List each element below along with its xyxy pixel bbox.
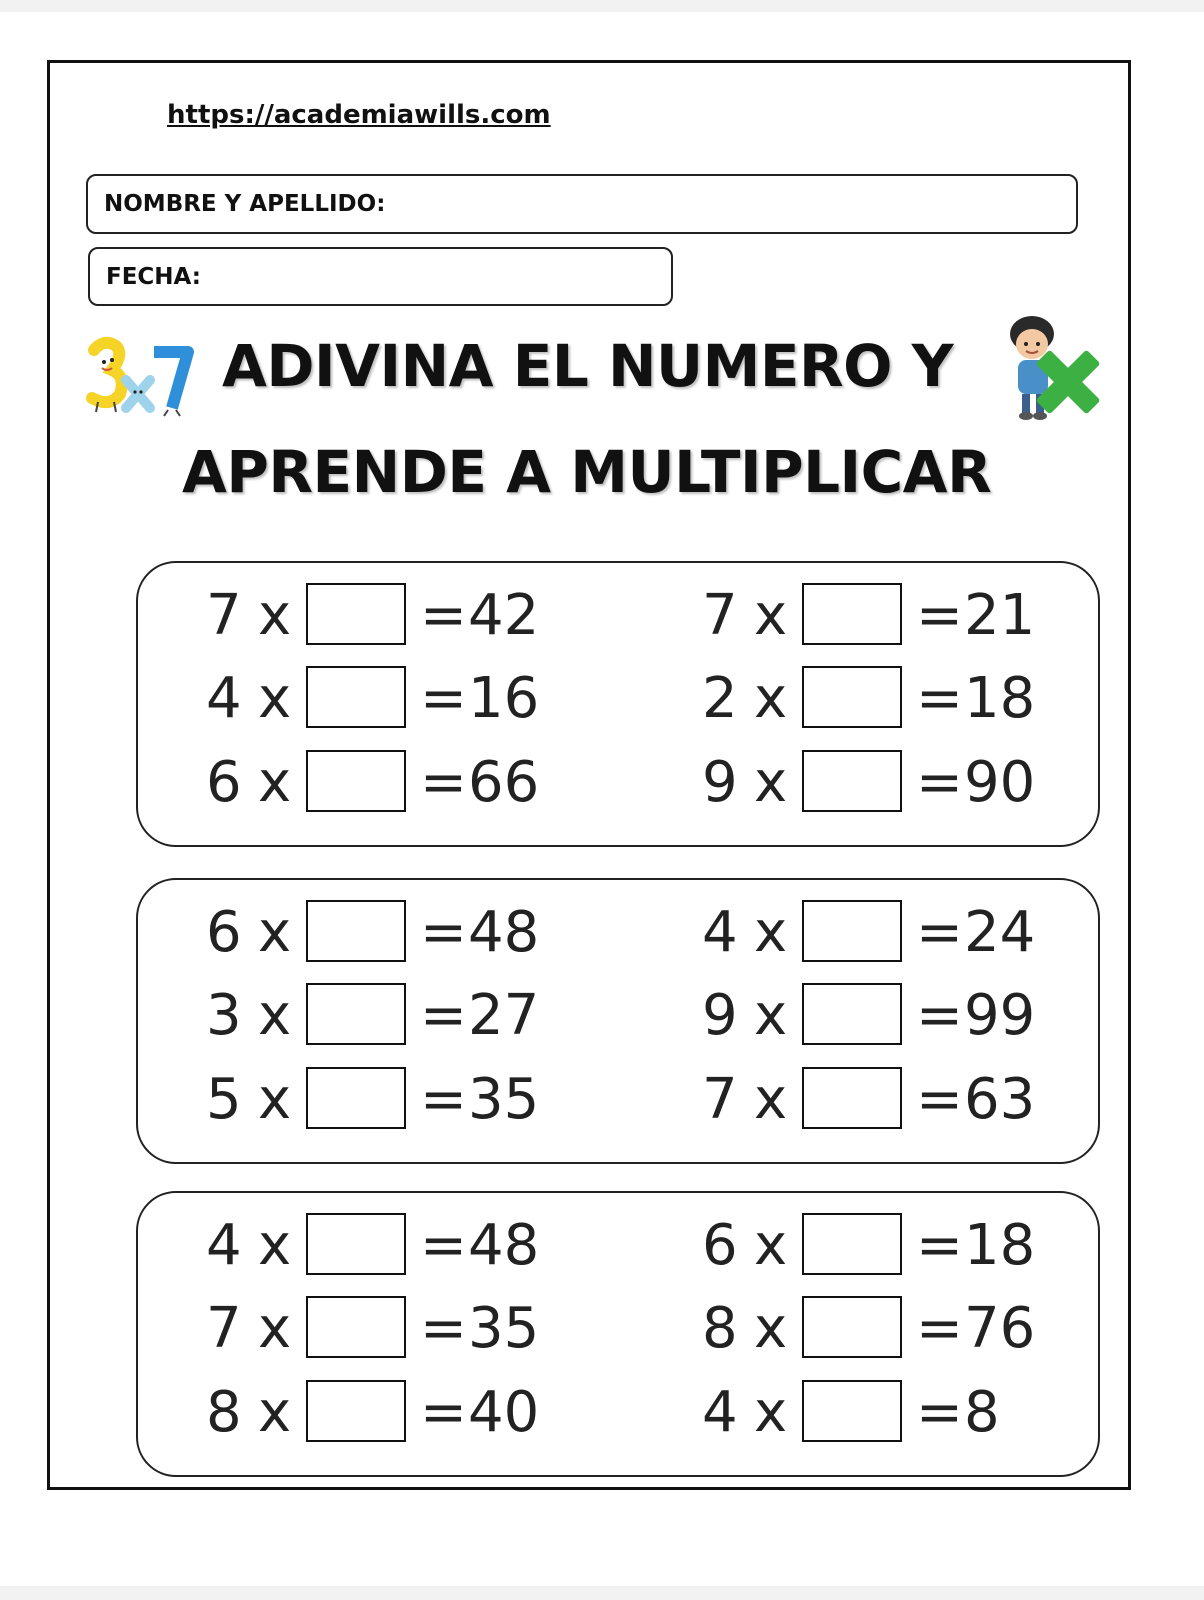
equals-sign: = <box>916 750 963 815</box>
factor: 4 <box>702 900 738 965</box>
factor: 6 <box>702 1213 738 1278</box>
answer-box[interactable] <box>306 583 406 645</box>
numbers-3x7-icon <box>84 336 194 418</box>
factor: 7 <box>206 583 242 648</box>
times-sign: x <box>258 1067 292 1132</box>
equals-sign: = <box>420 1296 467 1361</box>
factor: 9 <box>702 983 738 1048</box>
equals-sign: = <box>420 983 467 1048</box>
answer-box[interactable] <box>306 750 406 812</box>
equals-sign: = <box>420 583 467 648</box>
answer-box[interactable] <box>306 666 406 728</box>
product: 8 <box>964 1380 1000 1445</box>
factor: 4 <box>206 1213 242 1278</box>
times-sign: x <box>754 983 788 1048</box>
title-line-2: APRENDE A MULTIPLICAR <box>182 438 992 506</box>
multiplication-problem <box>702 742 1042 822</box>
multiplication-problem <box>702 1205 1042 1285</box>
multiplication-problem <box>206 658 546 738</box>
answer-box[interactable] <box>802 750 902 812</box>
factor: 4 <box>702 1380 738 1445</box>
multiplication-problem <box>702 1059 1042 1139</box>
equals-sign: = <box>916 1380 963 1445</box>
answer-box[interactable] <box>802 1296 902 1358</box>
times-sign: x <box>754 900 788 965</box>
multiplication-problem <box>702 892 1042 972</box>
product: 90 <box>964 750 1036 815</box>
multiplication-problem <box>206 742 546 822</box>
boy-with-green-x-icon <box>996 312 1108 424</box>
times-sign: x <box>258 900 292 965</box>
product: 99 <box>964 983 1036 1048</box>
times-sign: x <box>754 583 788 648</box>
answer-box[interactable] <box>306 983 406 1045</box>
factor: 5 <box>206 1067 242 1132</box>
multiplication-problem <box>206 1288 546 1368</box>
times-sign: x <box>754 750 788 815</box>
product: 48 <box>468 1213 540 1278</box>
factor: 4 <box>206 666 242 731</box>
multiplication-problem <box>206 1205 546 1285</box>
answer-box[interactable] <box>802 1067 902 1129</box>
times-sign: x <box>754 666 788 731</box>
equals-sign: = <box>420 1380 467 1445</box>
answer-box[interactable] <box>306 1213 406 1275</box>
name-label: NOMBRE Y APELLIDO: <box>104 191 386 217</box>
multiplication-problem <box>206 575 546 655</box>
times-sign: x <box>754 1380 788 1445</box>
equals-sign: = <box>420 666 467 731</box>
multiplication-problem <box>702 1372 1042 1452</box>
equals-sign: = <box>916 900 963 965</box>
answer-box[interactable] <box>802 1213 902 1275</box>
times-sign: x <box>258 983 292 1048</box>
times-sign: x <box>754 1067 788 1132</box>
answer-box[interactable] <box>306 1296 406 1358</box>
product: 63 <box>964 1067 1036 1132</box>
factor: 8 <box>206 1380 242 1445</box>
answer-box[interactable] <box>802 983 902 1045</box>
product: 27 <box>468 983 540 1048</box>
answer-box[interactable] <box>802 1380 902 1442</box>
date-label: FECHA: <box>106 263 201 290</box>
factor: 7 <box>702 583 738 648</box>
times-sign: x <box>258 1296 292 1361</box>
multiplication-problem <box>702 658 1042 738</box>
multiplication-problem <box>206 892 546 972</box>
answer-box[interactable] <box>802 583 902 645</box>
product: 35 <box>468 1296 540 1361</box>
times-sign: x <box>258 666 292 731</box>
product: 21 <box>964 583 1036 648</box>
answer-box[interactable] <box>802 666 902 728</box>
equals-sign: = <box>916 1067 963 1132</box>
factor: 9 <box>702 750 738 815</box>
date-field[interactable] <box>88 247 673 306</box>
times-sign: x <box>258 1380 292 1445</box>
equals-sign: = <box>420 750 467 815</box>
product: 18 <box>964 1213 1036 1278</box>
answer-box[interactable] <box>306 1380 406 1442</box>
answer-box[interactable] <box>306 900 406 962</box>
times-sign: x <box>754 1213 788 1278</box>
factor: 7 <box>702 1067 738 1132</box>
name-field[interactable] <box>86 174 1078 234</box>
times-sign: x <box>258 583 292 648</box>
factor: 7 <box>206 1296 242 1361</box>
product: 48 <box>468 900 540 965</box>
equals-sign: = <box>916 1296 963 1361</box>
factor: 8 <box>702 1296 738 1361</box>
product: 76 <box>964 1296 1036 1361</box>
product: 42 <box>468 583 540 648</box>
equals-sign: = <box>916 1213 963 1278</box>
multiplication-problem <box>206 1059 546 1139</box>
product: 66 <box>468 750 540 815</box>
product: 35 <box>468 1067 540 1132</box>
times-sign: x <box>258 750 292 815</box>
equals-sign: = <box>916 983 963 1048</box>
product: 18 <box>964 666 1036 731</box>
equals-sign: = <box>420 900 467 965</box>
product: 16 <box>468 666 540 731</box>
equals-sign: = <box>916 583 963 648</box>
product: 24 <box>964 900 1036 965</box>
multiplication-problem <box>702 975 1042 1055</box>
equals-sign: = <box>420 1067 467 1132</box>
equals-sign: = <box>420 1213 467 1278</box>
multiplication-problem <box>702 1288 1042 1368</box>
times-sign: x <box>258 1213 292 1278</box>
factor: 2 <box>702 666 738 731</box>
factor: 6 <box>206 900 242 965</box>
multiplication-problem <box>206 975 546 1055</box>
website-link[interactable]: https://academiawills.com <box>167 100 551 130</box>
times-sign: x <box>754 1296 788 1361</box>
title-line-1: ADIVINA EL NUMERO Y <box>222 332 954 400</box>
equals-sign: = <box>916 666 963 731</box>
factor: 3 <box>206 983 242 1048</box>
multiplication-problem <box>206 1372 546 1452</box>
answer-box[interactable] <box>306 1067 406 1129</box>
answer-box[interactable] <box>802 900 902 962</box>
multiplication-problem <box>702 575 1042 655</box>
factor: 6 <box>206 750 242 815</box>
product: 40 <box>468 1380 540 1445</box>
